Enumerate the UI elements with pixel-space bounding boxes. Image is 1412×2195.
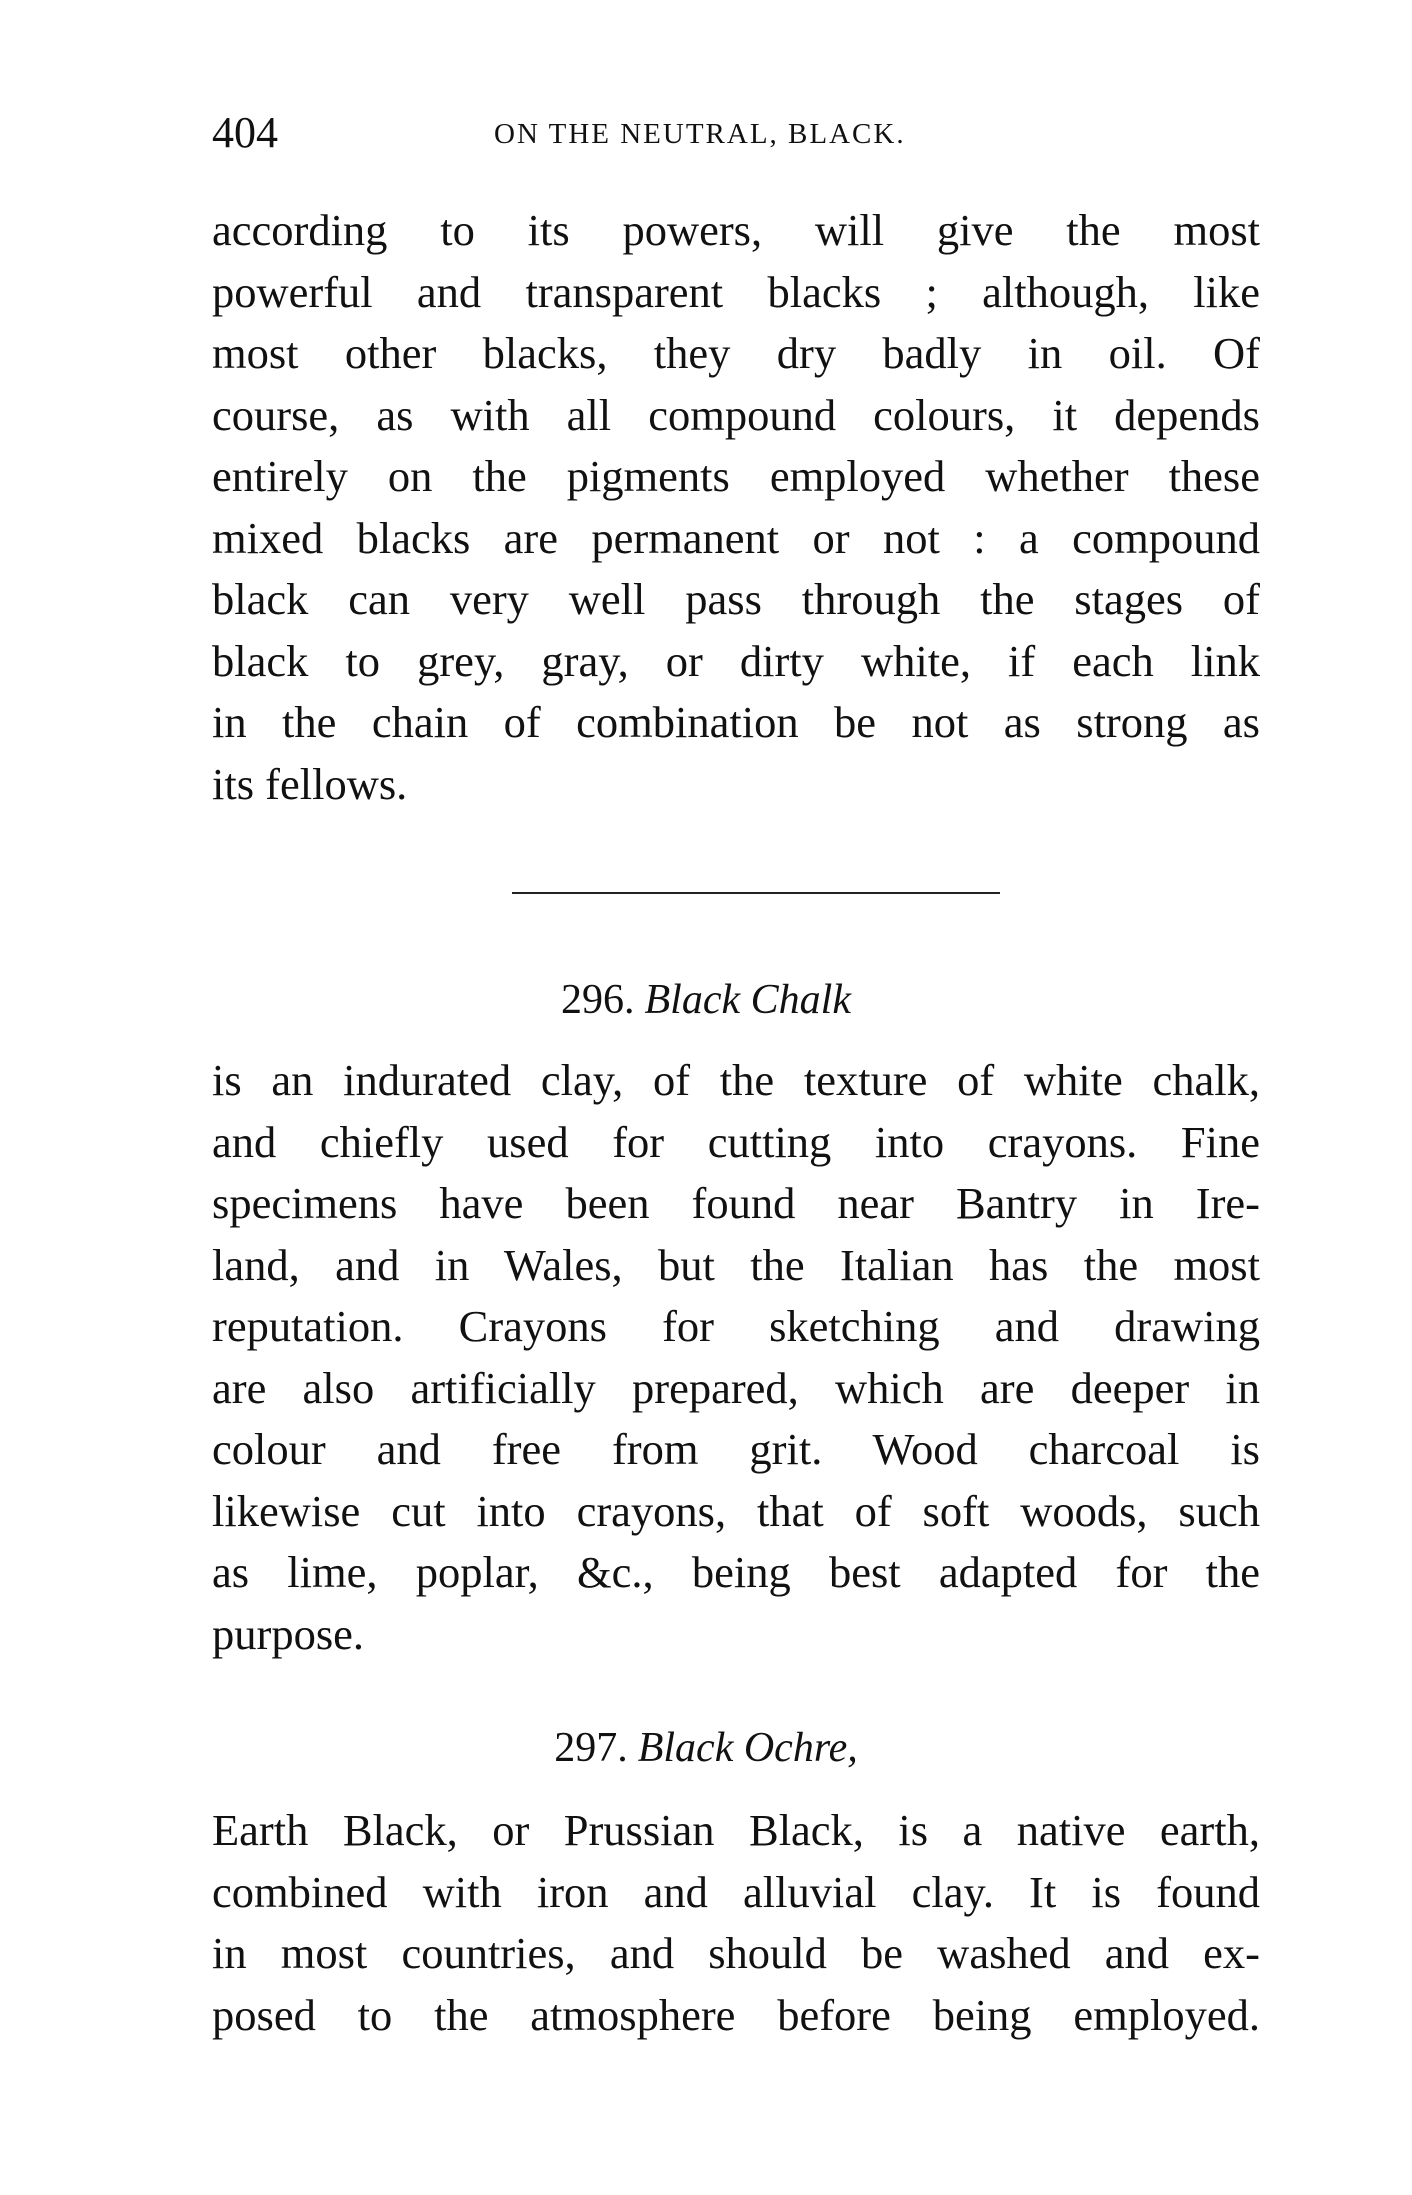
text-line: posed to the atmosphere before being employed.: [212, 1989, 1260, 2040]
text-line: black can very well pass through the stages of: [212, 574, 1260, 624]
section-heading-296: [0, 972, 1412, 1028]
section-term: Black Chalk: [644, 977, 851, 1023]
section-term: Black Ochre,: [637, 1725, 858, 1771]
text-line: reputation. Crayons for sketching and drawing: [212, 1301, 1260, 1351]
text-line: course, as with all compound colours, it depends: [212, 389, 1260, 440]
running-title: ON THE NEUTRAL, BLACK.: [494, 118, 906, 150]
text-line: likewise cut into crayons, that of soft woods, such: [212, 1485, 1260, 1536]
text-line: Earth Black, or Prussian Black, is a native earth,: [212, 1805, 1260, 1855]
text-line: land, and in Wales, but the Italian has the most: [212, 1239, 1260, 1290]
running-head: [212, 108, 1212, 158]
text-line: colour and free from grit. Wood charcoal is: [212, 1424, 1260, 1474]
text-line: specimens have been found near Bantry in Ire-: [212, 1178, 1260, 1228]
text-line: according to its powers, will give the most: [212, 205, 1260, 255]
text-line: as lime, poplar, &c., being best adapted for the: [212, 1547, 1260, 1597]
black-chalk-paragraph: [212, 1050, 1260, 1665]
text-line: entirely on the pigments employed whether these: [212, 451, 1260, 501]
text-line: purpose.: [212, 1608, 365, 1659]
black-ochre-paragraph: [212, 1800, 1260, 2046]
section-number: 297.: [554, 1725, 628, 1771]
text-line: are also artificially prepared, which are deeper in: [212, 1362, 1260, 1413]
section-number: 296.: [561, 977, 635, 1023]
page-number: 404: [212, 108, 278, 157]
text-line: in the chain of combination be not as strong as: [212, 697, 1260, 747]
text-line: and chiefly used for cutting into crayons. Fine: [212, 1116, 1260, 1167]
text-line: mixed blacks are permanent or not : a compound: [212, 512, 1260, 563]
text-line: combined with iron and alluvial clay. It is found: [212, 1866, 1260, 1917]
text-line: powerful and transparent blacks ; although, like: [212, 266, 1260, 317]
text-line: black to grey, gray, or dirty white, if each link: [212, 635, 1260, 686]
text-line: in most countries, and should be washed and ex-: [212, 1928, 1260, 1978]
text-line: is an indurated clay, of the texture of white chalk,: [212, 1055, 1260, 1105]
section-heading-297: [0, 1720, 1412, 1776]
text-line: its fellows.: [212, 758, 408, 809]
section-divider: [512, 892, 1000, 894]
continued-paragraph: [212, 200, 1260, 815]
text-line: most other blacks, they dry badly in oil. Of: [212, 328, 1260, 378]
